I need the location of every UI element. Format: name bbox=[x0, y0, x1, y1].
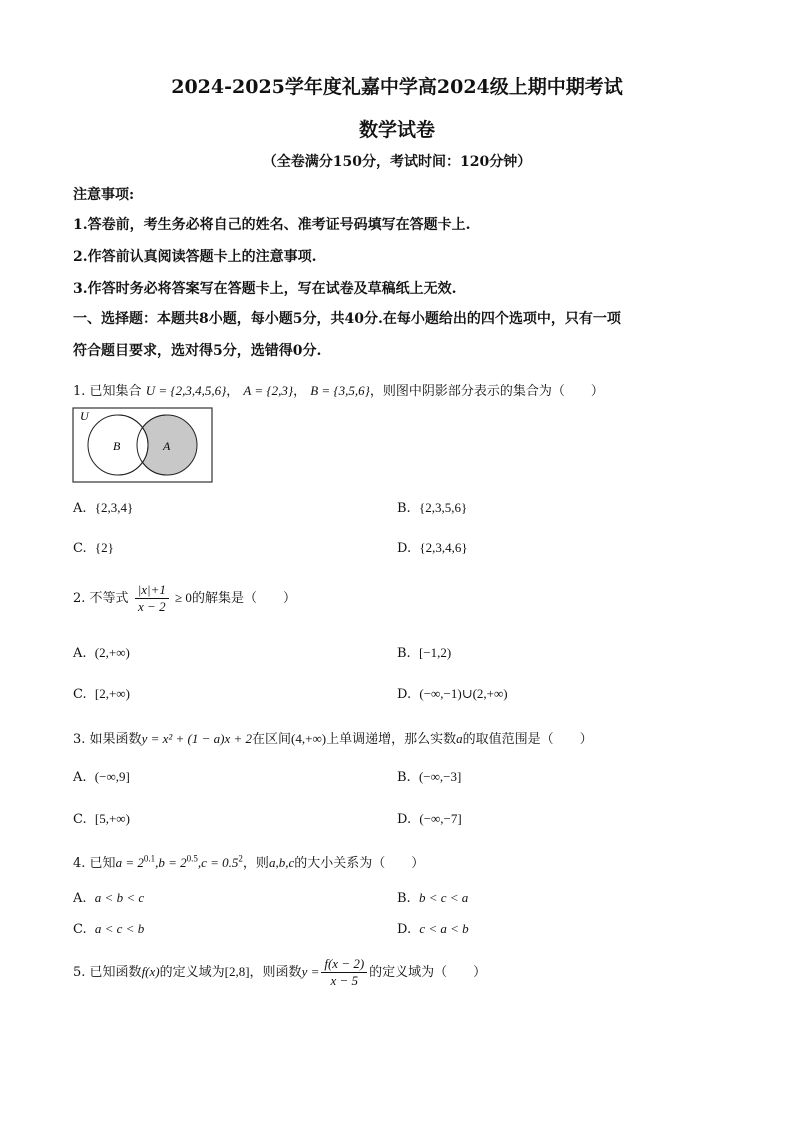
venn-diagram bbox=[72, 406, 214, 484]
question-number: 3. bbox=[73, 732, 86, 747]
question-number: 1. bbox=[73, 384, 86, 399]
venn-label-u: U bbox=[80, 409, 89, 423]
question-number: 2. bbox=[73, 591, 86, 606]
option-b[interactable]: B. {2,3,5,6} bbox=[397, 500, 468, 516]
option-a[interactable]: A. {2,3,4} bbox=[73, 500, 134, 516]
exam-info: （全卷满分150分，考试时间：120分钟） bbox=[262, 154, 532, 170]
question-2: 2. 不等式 $\frac{|x|+1}{x - 2}$ ≥ 0的解集是（ ） bbox=[73, 582, 296, 614]
section-heading-cont: 符合题目要求，选对得5分，选错得0分. bbox=[73, 343, 322, 359]
section-heading: 一、选择题：本题共8小题，每小题5分，共40分.在每小题给出的四个选项中，只有一项 bbox=[73, 311, 621, 327]
option-c[interactable]: C. a < c < b bbox=[73, 921, 145, 937]
venn-label-a: A bbox=[163, 439, 171, 453]
question-number: 5. bbox=[73, 965, 86, 980]
set-u: U = {2,3,4,5,6} bbox=[145, 383, 227, 398]
option-a[interactable]: A. a < b < c bbox=[73, 890, 145, 906]
option-d[interactable]: D. c < a < b bbox=[397, 921, 469, 937]
question-5: 5. 已知函数f(x)的定义域为[2,8]，则函数y = $\frac{f(x - 2)}{x - 5}$ 的定义域为（ ） bbox=[73, 956, 487, 988]
exam-subject: 数学试卷 bbox=[358, 119, 435, 141]
set-a: A = {2,3} bbox=[243, 383, 294, 398]
note-item: 3.作答时务必将答案写在答题卡上，写在试卷及草稿纸上无效. bbox=[73, 281, 457, 297]
fraction: $\frac{|x|+1}{x - 2}$ bbox=[135, 582, 169, 615]
option-c[interactable]: C. [2,+∞) bbox=[73, 686, 130, 702]
fraction: $\frac{f(x - 2)}{x - 5}$ bbox=[321, 956, 367, 989]
option-c[interactable]: C. {2} bbox=[73, 540, 114, 556]
option-d[interactable]: D. (−∞,−1)∪(2,+∞) bbox=[397, 686, 508, 702]
notes-heading: 注意事项: bbox=[73, 187, 135, 203]
venn-label-b: B bbox=[113, 439, 121, 453]
question-1: 1. 已知集合 U = {2,3,4,5,6}， A = {2,3}， B = {3,5,6}，则图中阴影部分表示的集合为（ ） bbox=[73, 383, 604, 399]
option-d[interactable]: D. {2,3,4,6} bbox=[397, 540, 468, 556]
note-item: 2.作答前认真阅读答题卡上的注意事项. bbox=[73, 249, 317, 265]
option-c[interactable]: C. [5,+∞) bbox=[73, 811, 130, 827]
option-b[interactable]: B. [−1,2) bbox=[397, 645, 452, 661]
option-d[interactable]: D. (−∞,−7] bbox=[397, 811, 462, 827]
option-b[interactable]: B. b < c < a bbox=[397, 890, 469, 906]
question-number: 4. bbox=[73, 856, 86, 871]
question-4: 4. 已知$a = 2^{0.1},b = 2^{0.5},c = 0.5^2$，则a,b,c的大小关系为（ ） bbox=[73, 853, 425, 871]
exam-title: 2024-2025学年度礼嘉中学高2024级上期中期考试 bbox=[171, 76, 623, 98]
option-a[interactable]: A. (2,+∞) bbox=[73, 645, 130, 661]
note-item: 1.答卷前，考生务必将自己的姓名、准考证号码填写在答题卡上. bbox=[73, 217, 471, 233]
option-b[interactable]: B. (−∞,−3] bbox=[397, 769, 462, 785]
set-b: B = {3,5,6} bbox=[310, 383, 370, 398]
question-3: 3. 如果函数y = x² + (1 − a)x + 2在区间(4,+∞)上单调递增，那么实数a的取值范围是（ ） bbox=[73, 731, 593, 747]
option-a[interactable]: A. (−∞,9] bbox=[73, 769, 130, 785]
